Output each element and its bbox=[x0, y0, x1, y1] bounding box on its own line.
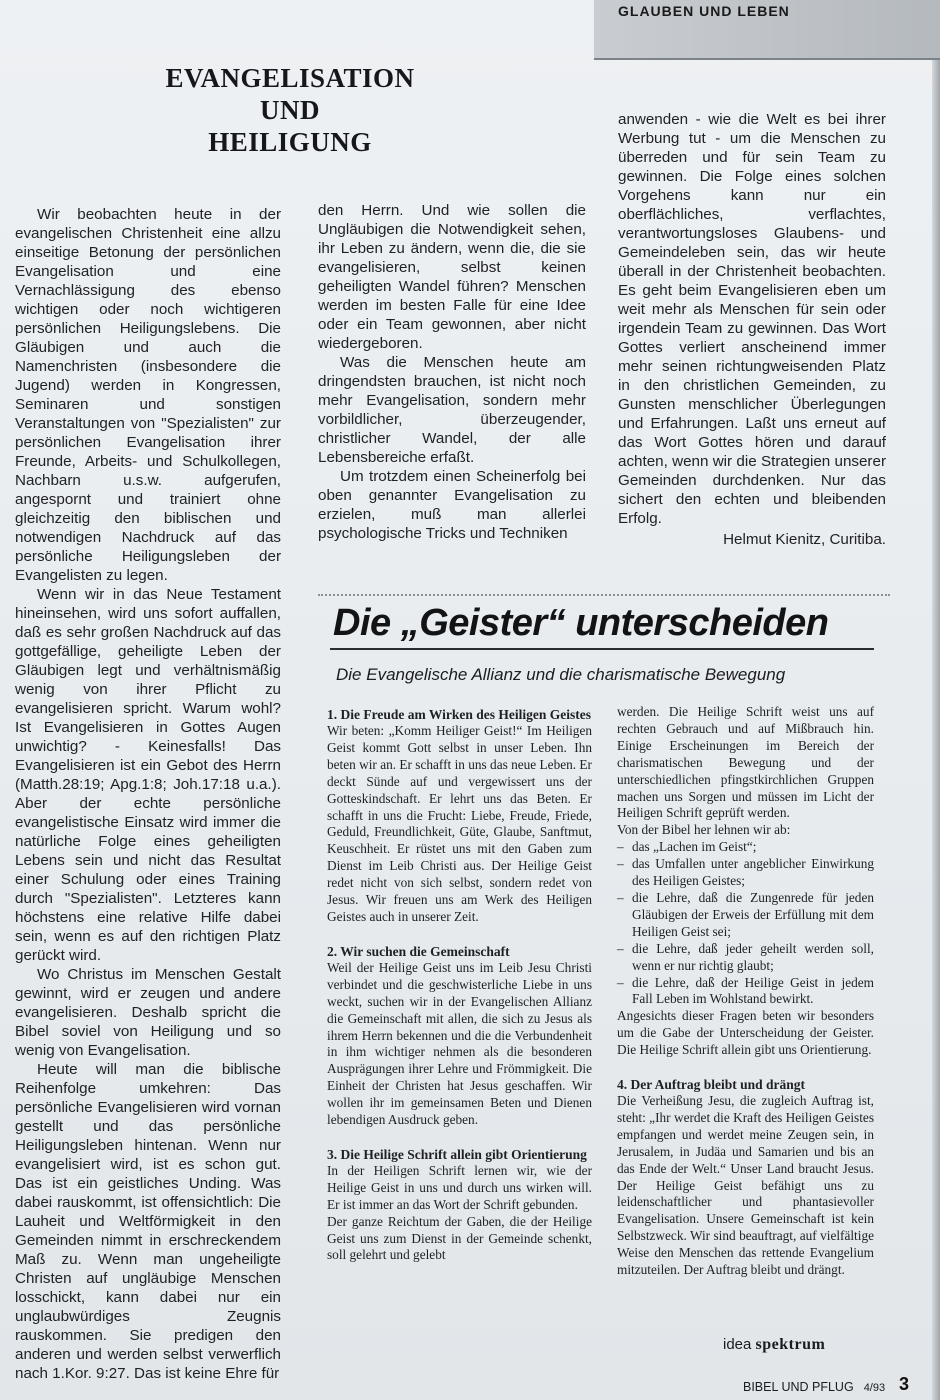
article-paragraph: Um trotzdem einen Scheinerfolg bei oben genannter Evangelisation zu erzielen, muß man allerlei psychologische Tricks und Techniken bbox=[318, 468, 586, 542]
section-heading-3: 3. Die Heilige Schrift allein gibt Orientierung bbox=[327, 1146, 587, 1162]
reject-list-item: – die Lehre, daß jeder geheilt werden soll, wenn er nur richtig glaubt; bbox=[617, 940, 874, 973]
article-title-line-1: EVANGELISATION bbox=[165, 63, 415, 93]
article-column-2 bbox=[318, 201, 586, 543]
article-column-1 bbox=[15, 205, 281, 1383]
section-text-3-close: Angesichts dieser Fragen beten wir besonders um die Gabe der Unterscheidung der Geister. Die Heilige Schrift allein gibt uns Orientierung. bbox=[617, 1008, 874, 1058]
reject-list-item: – das „Lachen im Geist“; bbox=[617, 839, 757, 855]
source-credit-name: spektrum bbox=[755, 1336, 826, 1353]
page-footer bbox=[743, 1380, 885, 1394]
article2-headline: Die „Geister“ unterscheiden bbox=[333, 602, 829, 644]
section-text-3b: Der ganze Reichtum der Gaben, die der Heilige Geist uns zum Dienst in der Gemeinde schenkt, soll gelehrt und gelebt bbox=[327, 1213, 592, 1263]
article-paragraph: Wir beobachten heute in der evangelischen Christenheit eine allzu einseitige Betonung der persönlichen Evangelisation und eine Vernachlässigung des ebenso wichtigen oder noch wichtigeren persönlichen Heiligungslebens. Die Gläubigen und auch die Namenchristen (insbesondere die Jugend) werden in Kongressen, Seminaren und sonstigen Veranstaltungen von "Spezialisten" zur persönlichen Evangelisation ihrer Freunde, Arbeits- und Schulkollegen, Nachbarn u.s.w. aufgerufen, angespornt und trainiert ohne gleichzeitig den biblischen und notwendigen Nachdruck auf das persönliche Heiligungsleben der Evangelisten zu legen. bbox=[15, 206, 281, 584]
section-text-3-continued: werden. Die Heilige Schrift weist uns auf rechten Gebrauch und auf Mißbrauch hin. Einige Erscheinungen im Bereich der charismatischen Bewegung und der unterschiedlichen pfingstkirchlichen Gruppen machen uns Sorgen und müssen im Licht der Heiligen Schrift geprüft werden. bbox=[617, 704, 874, 821]
article-paragraph: Was die Menschen heute am dringendsten brauchen, ist nicht noch mehr Evangelisation, sondern mehr vorbildlicher, überzeugender, christlicher Wandel, der alle Lebensbereiche erfaßt. bbox=[318, 354, 586, 466]
spacer bbox=[327, 926, 592, 943]
page-number: 3 bbox=[899, 1374, 910, 1394]
reject-list-item: – das Umfallen unter angeblicher Einwirkung des Heiligen Geistes; bbox=[617, 856, 874, 889]
section-heading-4: 4. Der Auftrag bleibt und drängt bbox=[617, 1077, 806, 1093]
reject-list-item: – die Lehre, daß die Zungenrede für jeden Gläubigen der Erweis der Erfüllung mit dem Heiligen Geist sei; bbox=[617, 889, 874, 939]
section-heading-1: 1. Die Freude am Wirken des Heiligen Geistes bbox=[327, 707, 591, 722]
article-paragraph: anwenden - wie die Welt es bei ihrer Werbung tut - um die Menschen zu überreden und für sein Team zu gewinnen. Die Folge eines solchen Vorgehens kann nur ein oberflächliches, verflachtes, verantwortungsloses Glaubens- und Gemeindeleben sein, das wir heute überall in der Christenheit beobachten. Es geht beim Evangelisieren eben um weit mehr als Menschen für sein oder irgendein Team zu gewinnen. Das Wort Gottes verliert anscheinend immer mehr seinen richtungweisenden Platz in den christlichen Gemeinden, zu Gunsten menschlicher Überlegungen und Erfahrungen. Laßt uns erneut auf das Wort Gottes hören und darauf achten, wenn wir die Strategien unserer Gemeinden durchdenken. Nur das sichert den echten und bleibenden Erfolg. bbox=[618, 111, 886, 527]
article2-column-1 bbox=[327, 706, 592, 1264]
magazine-name: BIBEL UND PFLUG bbox=[743, 1380, 854, 1394]
article-column-3 bbox=[618, 110, 886, 549]
reject-intro: Von der Bibel her lehnen wir ab: bbox=[617, 822, 791, 838]
article-title-line-3: HEILIGUNG bbox=[208, 127, 372, 157]
spacer bbox=[617, 1059, 874, 1076]
article-paragraph: Wo Christus im Menschen Gestalt gewinnt, wird er zeugen und andere evangelisieren. Deshalb spricht die Bibel soviel von Heiligung und so wenig von Evangelisation. bbox=[15, 966, 281, 1059]
article-title bbox=[130, 62, 450, 158]
headline-underline bbox=[330, 648, 874, 650]
section-text-2: Weil der Heilige Geist uns im Leib Jesu Christi verbindet und die geschwisterliche Liebe in uns weckt, suchen wir in der Evangelischen Allianz die Gemeinschaft mit allen, die sich zu Jesus als ihrem Herrn bekennen und die die Verbundenheit in ihm wichtiger nehmen als die besonderen Ausprägungen ihrer Lehre und Frömmigkeit. Die Einheit der Christen hat Jesus geschaffen. Wir wollen ihr im gemeinsamen Beten und Dienen lebendigen Ausdruck geben. bbox=[327, 959, 592, 1128]
section-header-label: GLAUBEN UND LEBEN bbox=[618, 3, 790, 19]
reject-list-item: – die Lehre, daß der Heilige Geist in jedem Fall Leben im Wohlstand bewirkt. bbox=[617, 974, 874, 1007]
article-paragraph: den Herrn. Und wie sollen die Ungläubigen die Notwendigkeit sehen, ihr Leben zu ändern, wenn die, die sie evangelisieren, selbst keinen geheiligten Wandel führen? Menschen werden im besten Falle für eine Idee oder ein Team gewonnen, aber nicht wiedergeboren. bbox=[318, 202, 586, 352]
article-title-line-2: UND bbox=[260, 95, 320, 125]
page-edge-shadow bbox=[932, 0, 940, 1400]
article2-subheadline: Die Evangelische Allianz und die charismatische Bewegung bbox=[336, 665, 786, 684]
issue-number: 4/93 bbox=[863, 1382, 886, 1394]
section-divider bbox=[318, 594, 890, 596]
article-paragraph: Wenn wir in das Neue Testament hineinsehen, wird uns sofort auffallen, daß es sehr großen Nachdruck auf das gottgefällige, geheiligte Leben der Gläubigen legt und verhältnismäßig wenig von ihrer Pflicht zu evangelisieren spricht. Warum wohl? Ist Evangelisieren in Gottes Augen unwichtig? - Keinesfalls! Das Evangelisieren ist ein Gebot des Herrn (Matth.28:19; Apg.1:8; Joh.17:18 u.a.). Aber der echte persönliche evangelistische Einsatz wird immer die natürliche Folge eines geheiligten Lebens sein und nicht das Resultat einer Schulung oder eines Training durch "Spezialisten". Letzteres kann höchstens eine relative Hilfe dabei sein, wenn es auf den richtigen Platz gerückt wird. bbox=[15, 586, 281, 964]
section-text-3a: In der Heiligen Schrift lernen wir, wie der Heilige Geist in uns und durch uns wirken will. Er ist immer an das Wort der Schrift gebunden. bbox=[327, 1162, 592, 1212]
section-text-1: Wir beten: „Komm Heiliger Geist!“ Im Heiligen Geist kommt Gott selbst in unser Leben. Ihn beten wir an. Er schafft in uns das neue Leben. Er deckt Sünde auf und vergewissert uns der Gotteskindschaft. Er lehrt uns das Beten. Er schafft in uns die Frucht: Liebe, Freude, Friede, Geduld, Freundlichkeit, Güte, Glaube, Sanftmut, Keuschheit. Er rüstet uns mit den Gaben zum Dienst im Leib Christi aus. Der Heilige Geist redet nicht von sich selbst, sondern redet von Jesus. Wir freuen uns am Werk des Heiligen Geistes auch in unserer Zeit. bbox=[327, 723, 592, 924]
source-credit: idea spektrum bbox=[723, 1336, 826, 1353]
section-text-4: Die Verheißung Jesu, die zugleich Auftrag ist, steht: „Ihr werdet die Kraft des Heiligen Geistes empfangen und werdet meine Zeugen sein, in Jerusalem, in Judäa und Samarien und bis an das Ende der Welt.“ Unser Land braucht Jesus. Der Heilige Geist befähigt uns zu leidenschaftlicher und phantasievoller Evangelisation. Unsere Gemeinschaft ist kein Selbstzweck. Wir sind beauftragt, auf vielfältige Weise den Menschen das rettende Evangelium mitzuteilen. Der Auftrag bleibt und drängt. bbox=[617, 1093, 874, 1278]
article2-column-2 bbox=[617, 704, 874, 1279]
article-paragraph: Heute will man die biblische Reihenfolge umkehren: Das persönliche Evangelisieren wird vornan gestellt und das persönliche Heiligungsleben hintenan. Wenn nur evangelisiert wird, ist es schon gut. Das ist ein geistliches Unding. Was dabei rauskommt, ist offensichtlich: Die Lauheit und Weltförmigkeit in den Gemeinden nimmt in erschreckendem Maß zu. Wenn man ungeheiligte Christen auf ungläubige Menschen losschickt, kann dabei nur ein unglaubwürdiges Zeugnis rauskommen. Sie predigen den anderen und werden selbst verwerflich nach 1.Kor. 9:27. Das ist keine Ehre für bbox=[15, 1061, 281, 1382]
author-signature: Helmut Kienitz, Curitiba. bbox=[723, 531, 886, 548]
section-heading-2: 2. Wir suchen die Gemeinschaft bbox=[327, 943, 510, 959]
spacer bbox=[327, 1129, 592, 1146]
